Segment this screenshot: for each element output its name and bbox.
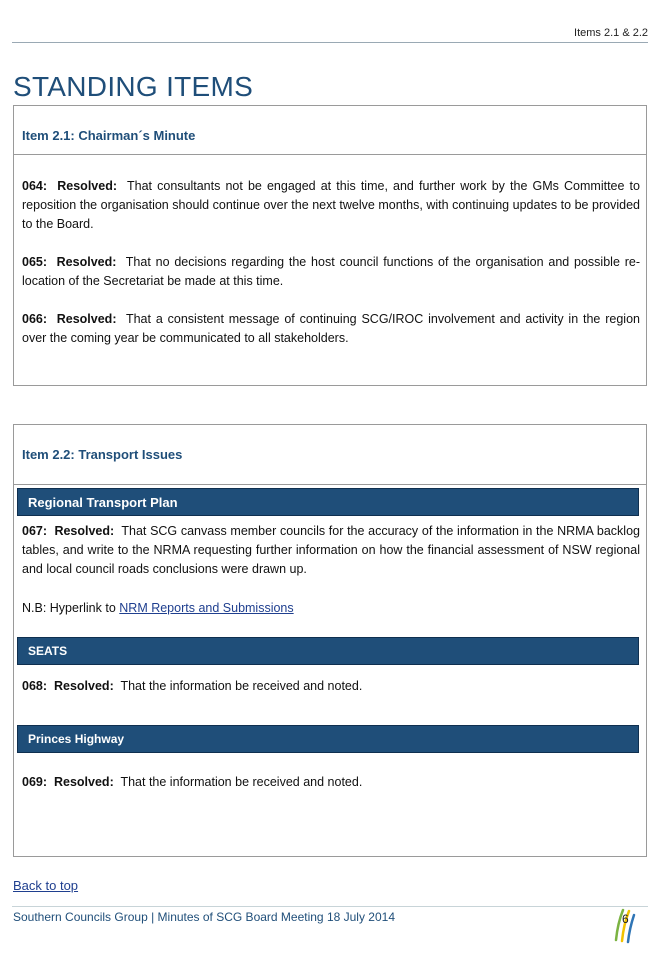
resolution-number: 069: [22,775,48,789]
resolution-text: That no decisions regarding the host council functions of the organisation and possible re-location of the Secretariat be made at this time. [22,255,640,288]
item-2-1-heading: Item 2.1: Chairman´s Minute [22,128,196,143]
resolution-065 [22,253,640,291]
section-title: Princes Highway [28,732,125,746]
page-label: Items 2.1 & 2.2 [574,27,648,39]
footer-divider [12,906,648,907]
nb-note [22,599,640,618]
back-to-top-link[interactable]: Back to top [13,878,79,893]
item-2-2-header [14,425,646,485]
resolution-text: That the information be received and noted. [120,679,363,693]
resolution-label: Resolved: [57,179,117,193]
section-title: Regional Transport Plan [28,495,178,510]
section-band-regional-transport-plan [17,488,639,516]
footer-text: Southern Councils Group | Minutes of SCG Board Meeting 18 July 2014 [13,910,395,924]
item-2-2-heading: Item 2.2: Transport Issues [22,447,183,462]
item-2-1-header [14,106,646,155]
resolution-label: Resolved: [54,524,115,538]
resolution-069 [22,773,640,792]
section-title: SEATS [28,644,68,658]
resolution-number: 065: [22,255,48,269]
resolution-label: Resolved: [56,255,117,269]
page-number: 6 [622,912,629,926]
nrm-reports-link[interactable]: NRM Reports and Submissions [119,601,294,615]
resolution-067 [22,522,640,579]
section-band-seats [17,637,639,665]
resolution-number: 068: [22,679,48,693]
resolution-number: 064: [22,179,48,193]
resolution-label: Resolved: [56,312,117,326]
section-band-princes-highway [17,725,639,753]
resolution-text: That the information be received and noted. [120,775,363,789]
resolution-text: That SCG canvass member councils for the accuracy of the information in the NRMA backlog tables, and write to the NRMA requesting further information on how the financial assessment of NSW regional and local council roads conclusions were drawn up. [22,524,640,576]
resolution-text: That consultants not be engaged at this time, and further work by the GMs Committee to reposition the organisation should continue over the next twelve months, with continuing updates to be provided to the Board. [22,179,640,231]
page-title: STANDING ITEMS [13,71,254,102]
resolution-label: Resolved: [53,679,114,693]
item-2-2-box [13,424,647,857]
resolution-064 [22,177,640,234]
nb-prefix: N.B: Hyperlink to [22,601,116,615]
resolution-number: 067: [22,524,48,538]
resolution-068 [22,677,640,696]
resolution-text: That a consistent message of continuing SCG/IROC involvement and activity in the region over the coming year be communicated to all stakeholders. [22,312,640,345]
resolution-number: 066: [22,312,48,326]
header-divider [12,42,648,43]
resolution-label: Resolved: [53,775,114,789]
item-2-1-box [13,105,647,386]
resolution-066 [22,310,640,348]
